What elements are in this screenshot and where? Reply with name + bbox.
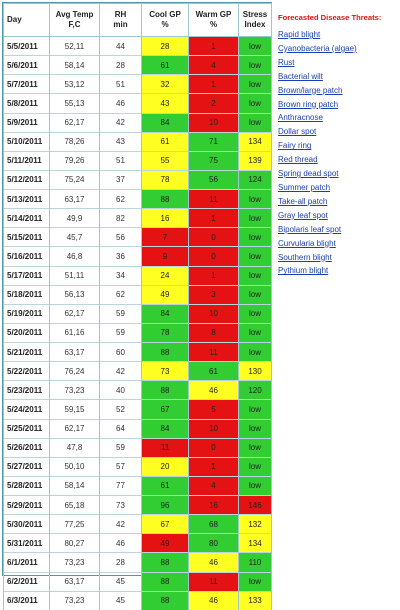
disease-threats-panel bbox=[278, 13, 398, 278]
cell-cool-gp: 67 bbox=[142, 400, 189, 419]
cell-rh-min: 43 bbox=[100, 132, 142, 151]
cell-warm-gp: 46 bbox=[189, 591, 239, 610]
cell-cool-gp: 28 bbox=[142, 37, 189, 56]
cell-warm-gp: 0 bbox=[189, 228, 239, 247]
cell-stress-index: low bbox=[239, 56, 272, 75]
cell-stress-index: low bbox=[239, 113, 272, 132]
cell-stress-index: low bbox=[239, 304, 272, 323]
cell-day: 6/3/2011 bbox=[4, 591, 50, 610]
table-row bbox=[4, 113, 272, 132]
cell-warm-gp: 11 bbox=[189, 343, 239, 362]
cell-stress-index: low bbox=[239, 438, 272, 457]
cell-rh-min: 44 bbox=[100, 37, 142, 56]
table-row bbox=[4, 170, 272, 189]
cell-warm-gp: 71 bbox=[189, 132, 239, 151]
cell-avg-temp: 80,27 bbox=[50, 534, 100, 553]
cell-rh-min: 51 bbox=[100, 75, 142, 94]
cell-stress-index: low bbox=[239, 209, 272, 228]
threat-link[interactable]: Rust bbox=[278, 57, 295, 67]
cell-stress-index: low bbox=[239, 343, 272, 362]
cell-cool-gp: 49 bbox=[142, 285, 189, 304]
cell-rh-min: 59 bbox=[100, 323, 142, 342]
cell-avg-temp: 63,17 bbox=[50, 343, 100, 362]
cell-cool-gp: 84 bbox=[142, 419, 189, 438]
table-row bbox=[4, 591, 272, 610]
cell-day: 5/31/2011 bbox=[4, 534, 50, 553]
header-cool-gp: Cool GP % bbox=[142, 4, 189, 37]
threat-link[interactable]: Gray leaf spot bbox=[278, 210, 328, 220]
cell-stress-index: low bbox=[239, 285, 272, 304]
table-row bbox=[4, 304, 272, 323]
cell-rh-min: 60 bbox=[100, 343, 142, 362]
table-row bbox=[4, 37, 272, 56]
table-row bbox=[4, 362, 272, 381]
cell-cool-gp: 32 bbox=[142, 75, 189, 94]
cell-stress-index: low bbox=[239, 266, 272, 285]
table-row bbox=[4, 94, 272, 113]
threat-link[interactable]: Spring dead spot bbox=[278, 169, 339, 179]
threat-link[interactable]: Red thread bbox=[278, 155, 318, 165]
cell-day: 6/2/2011 bbox=[4, 572, 50, 591]
cell-day: 5/28/2011 bbox=[4, 476, 50, 495]
cell-avg-temp: 50,10 bbox=[50, 457, 100, 476]
cell-rh-min: 57 bbox=[100, 457, 142, 476]
cell-rh-min: 36 bbox=[100, 247, 142, 266]
cell-avg-temp: 62,17 bbox=[50, 304, 100, 323]
threat-link[interactable]: Bipolaris leaf spot bbox=[278, 224, 342, 234]
cell-stress-index: 132 bbox=[239, 515, 272, 534]
cell-avg-temp: 78,26 bbox=[50, 132, 100, 151]
table-row bbox=[4, 228, 272, 247]
cell-warm-gp: 10 bbox=[189, 113, 239, 132]
cell-day: 5/16/2011 bbox=[4, 247, 50, 266]
cell-cool-gp: 61 bbox=[142, 56, 189, 75]
cell-avg-temp: 45,7 bbox=[50, 228, 100, 247]
cell-warm-gp: 4 bbox=[189, 476, 239, 495]
table-row bbox=[4, 534, 272, 553]
cell-avg-temp: 49,9 bbox=[50, 209, 100, 228]
cell-stress-index: 139 bbox=[239, 151, 272, 170]
cell-stress-index: 110 bbox=[239, 553, 272, 572]
cell-avg-temp: 58,14 bbox=[50, 56, 100, 75]
cell-rh-min: 62 bbox=[100, 190, 142, 209]
cell-avg-temp: 63,17 bbox=[50, 572, 100, 591]
cell-cool-gp: 7 bbox=[142, 228, 189, 247]
cell-stress-index: low bbox=[239, 228, 272, 247]
cell-avg-temp: 56,13 bbox=[50, 285, 100, 304]
table-row bbox=[4, 323, 272, 342]
cell-cool-gp: 73 bbox=[142, 362, 189, 381]
cell-cool-gp: 9 bbox=[142, 247, 189, 266]
cell-stress-index: 124 bbox=[239, 170, 272, 189]
cell-day: 6/1/2011 bbox=[4, 553, 50, 572]
threat-link[interactable]: Curvularia blight bbox=[278, 238, 336, 248]
cell-avg-temp: 59,15 bbox=[50, 400, 100, 419]
cell-rh-min: 77 bbox=[100, 476, 142, 495]
header-day: Day bbox=[4, 4, 50, 37]
cell-avg-temp: 62,17 bbox=[50, 419, 100, 438]
cell-stress-index: low bbox=[239, 323, 272, 342]
cell-cool-gp: 88 bbox=[142, 553, 189, 572]
cell-warm-gp: 80 bbox=[189, 534, 239, 553]
table-row bbox=[4, 438, 272, 457]
cell-day: 5/23/2011 bbox=[4, 381, 50, 400]
threats-list bbox=[278, 28, 398, 278]
table-row bbox=[4, 343, 272, 362]
cell-stress-index: 120 bbox=[239, 381, 272, 400]
cell-avg-temp: 52,11 bbox=[50, 37, 100, 56]
table-row bbox=[4, 56, 272, 75]
cell-avg-temp: 62,17 bbox=[50, 113, 100, 132]
cell-avg-temp: 55,13 bbox=[50, 94, 100, 113]
table-row bbox=[4, 285, 272, 304]
table-row bbox=[4, 132, 272, 151]
cell-cool-gp: 78 bbox=[142, 323, 189, 342]
cell-rh-min: 64 bbox=[100, 419, 142, 438]
cell-rh-min: 82 bbox=[100, 209, 142, 228]
cell-cool-gp: 55 bbox=[142, 151, 189, 170]
cell-warm-gp: 5 bbox=[189, 400, 239, 419]
cell-rh-min: 28 bbox=[100, 56, 142, 75]
cell-cool-gp: 88 bbox=[142, 572, 189, 591]
cell-day: 5/8/2011 bbox=[4, 94, 50, 113]
cell-stress-index: 146 bbox=[239, 496, 272, 515]
cell-rh-min: 42 bbox=[100, 362, 142, 381]
cell-day: 5/18/2011 bbox=[4, 285, 50, 304]
cell-stress-index: 134 bbox=[239, 534, 272, 553]
cell-day: 5/9/2011 bbox=[4, 113, 50, 132]
cell-stress-index: low bbox=[239, 247, 272, 266]
cell-stress-index: low bbox=[239, 190, 272, 209]
cell-warm-gp: 0 bbox=[189, 247, 239, 266]
cell-warm-gp: 8 bbox=[189, 323, 239, 342]
cell-avg-temp: 75,24 bbox=[50, 170, 100, 189]
cell-avg-temp: 61,16 bbox=[50, 323, 100, 342]
cell-cool-gp: 67 bbox=[142, 515, 189, 534]
cell-rh-min: 45 bbox=[100, 572, 142, 591]
cell-day: 5/24/2011 bbox=[4, 400, 50, 419]
table-row bbox=[4, 400, 272, 419]
cell-warm-gp: 68 bbox=[189, 515, 239, 534]
cell-stress-index: low bbox=[239, 75, 272, 94]
cell-avg-temp: 51,11 bbox=[50, 266, 100, 285]
cell-avg-temp: 73,23 bbox=[50, 591, 100, 610]
table-row bbox=[4, 247, 272, 266]
cell-rh-min: 62 bbox=[100, 285, 142, 304]
cell-day: 5/29/2011 bbox=[4, 496, 50, 515]
table-row bbox=[4, 457, 272, 476]
cell-avg-temp: 63,17 bbox=[50, 190, 100, 209]
cell-cool-gp: 88 bbox=[142, 381, 189, 400]
cell-rh-min: 37 bbox=[100, 170, 142, 189]
threat-link[interactable]: Fairy ring bbox=[278, 141, 312, 151]
cell-rh-min: 59 bbox=[100, 438, 142, 457]
cell-avg-temp: 79,26 bbox=[50, 151, 100, 170]
cell-cool-gp: 88 bbox=[142, 591, 189, 610]
cell-warm-gp: 46 bbox=[189, 553, 239, 572]
cell-warm-gp: 3 bbox=[189, 285, 239, 304]
table-row bbox=[4, 476, 272, 495]
table-header-row bbox=[4, 4, 272, 37]
cell-day: 5/14/2011 bbox=[4, 209, 50, 228]
threat-link[interactable]: Dollar spot bbox=[278, 127, 317, 137]
header-avg-temp: Avg Temp F,C bbox=[50, 4, 100, 37]
cell-stress-index: low bbox=[239, 419, 272, 438]
cell-day: 5/22/2011 bbox=[4, 362, 50, 381]
cell-avg-temp: 65,18 bbox=[50, 496, 100, 515]
cell-cool-gp: 20 bbox=[142, 457, 189, 476]
cell-cool-gp: 61 bbox=[142, 476, 189, 495]
table-row bbox=[4, 151, 272, 170]
cell-day: 5/5/2011 bbox=[4, 37, 50, 56]
cell-cool-gp: 61 bbox=[142, 132, 189, 151]
cell-day: 5/11/2011 bbox=[4, 151, 50, 170]
threat-link[interactable]: Brown ring patch bbox=[278, 99, 339, 109]
cell-cool-gp: 24 bbox=[142, 266, 189, 285]
cell-cool-gp: 43 bbox=[142, 94, 189, 113]
cell-warm-gp: 10 bbox=[189, 419, 239, 438]
table-row bbox=[4, 266, 272, 285]
threat-link[interactable]: Summer patch bbox=[278, 182, 331, 192]
cell-rh-min: 28 bbox=[100, 553, 142, 572]
cell-stress-index: low bbox=[239, 94, 272, 113]
cell-stress-index: 133 bbox=[239, 591, 272, 610]
cell-cool-gp: 88 bbox=[142, 343, 189, 362]
cell-warm-gp: 1 bbox=[189, 37, 239, 56]
threat-link[interactable]: Anthracnose bbox=[278, 113, 323, 123]
cell-cool-gp: 88 bbox=[142, 190, 189, 209]
table-row bbox=[4, 209, 272, 228]
cell-warm-gp: 61 bbox=[189, 362, 239, 381]
cell-cool-gp: 84 bbox=[142, 304, 189, 323]
cell-day: 5/13/2011 bbox=[4, 190, 50, 209]
cell-stress-index: 134 bbox=[239, 132, 272, 151]
cell-rh-min: 45 bbox=[100, 591, 142, 610]
cell-rh-min: 40 bbox=[100, 381, 142, 400]
cell-warm-gp: 4 bbox=[189, 56, 239, 75]
cell-rh-min: 59 bbox=[100, 304, 142, 323]
cell-warm-gp: 10 bbox=[189, 304, 239, 323]
cell-avg-temp: 53,12 bbox=[50, 75, 100, 94]
table-row bbox=[4, 190, 272, 209]
cell-warm-gp: 1 bbox=[189, 266, 239, 285]
cell-day: 5/19/2011 bbox=[4, 304, 50, 323]
cell-stress-index: low bbox=[239, 572, 272, 591]
cell-day: 5/21/2011 bbox=[4, 343, 50, 362]
cell-stress-index: low bbox=[239, 476, 272, 495]
cell-avg-temp: 76,24 bbox=[50, 362, 100, 381]
cell-cool-gp: 16 bbox=[142, 209, 189, 228]
cell-rh-min: 46 bbox=[100, 94, 142, 113]
cell-day: 5/10/2011 bbox=[4, 132, 50, 151]
cell-avg-temp: 77,25 bbox=[50, 515, 100, 534]
cell-warm-gp: 75 bbox=[189, 151, 239, 170]
threat-link[interactable]: Bacterial wilt bbox=[278, 71, 323, 81]
cell-day: 5/25/2011 bbox=[4, 419, 50, 438]
cell-avg-temp: 46,8 bbox=[50, 247, 100, 266]
table-row bbox=[4, 572, 272, 591]
threat-link[interactable]: Rapid blight bbox=[278, 30, 321, 39]
cell-avg-temp: 73,23 bbox=[50, 381, 100, 400]
cell-rh-min: 56 bbox=[100, 228, 142, 247]
cell-rh-min: 42 bbox=[100, 515, 142, 534]
cell-rh-min: 52 bbox=[100, 400, 142, 419]
cell-day: 5/7/2011 bbox=[4, 75, 50, 94]
cell-day: 5/26/2011 bbox=[4, 438, 50, 457]
header-stress-index: Stress Index bbox=[239, 4, 272, 37]
header-warm-gp: Warm GP % bbox=[189, 4, 239, 37]
cell-day: 5/12/2011 bbox=[4, 170, 50, 189]
cell-warm-gp: 11 bbox=[189, 572, 239, 591]
cell-warm-gp: 2 bbox=[189, 94, 239, 113]
cell-warm-gp: 16 bbox=[189, 496, 239, 515]
table-row bbox=[4, 381, 272, 400]
cell-cool-gp: 49 bbox=[142, 534, 189, 553]
cell-day: 5/15/2011 bbox=[4, 228, 50, 247]
table-row bbox=[4, 515, 272, 534]
cell-rh-min: 46 bbox=[100, 534, 142, 553]
cell-rh-min: 34 bbox=[100, 266, 142, 285]
cell-day: 5/30/2011 bbox=[4, 515, 50, 534]
cell-warm-gp: 0 bbox=[189, 438, 239, 457]
header-rh: RH min bbox=[100, 4, 142, 37]
cell-avg-temp: 47,8 bbox=[50, 438, 100, 457]
table-row bbox=[4, 496, 272, 515]
cell-rh-min: 51 bbox=[100, 151, 142, 170]
threats-title: Forecasted Disease Threats: bbox=[278, 13, 382, 22]
threat-link[interactable]: Brown/large patch bbox=[278, 85, 343, 95]
cell-stress-index: low bbox=[239, 457, 272, 476]
cell-stress-index: low bbox=[239, 37, 272, 56]
cell-day: 5/27/2011 bbox=[4, 457, 50, 476]
cell-warm-gp: 1 bbox=[189, 457, 239, 476]
cell-warm-gp: 56 bbox=[189, 170, 239, 189]
cell-rh-min: 42 bbox=[100, 113, 142, 132]
forecast-table-container bbox=[2, 2, 272, 606]
cell-avg-temp: 73,23 bbox=[50, 553, 100, 572]
threat-link[interactable]: Southern blight bbox=[278, 252, 332, 262]
cell-day: 5/17/2011 bbox=[4, 266, 50, 285]
cell-cool-gp: 78 bbox=[142, 170, 189, 189]
cell-cool-gp: 96 bbox=[142, 496, 189, 515]
table-row bbox=[4, 553, 272, 572]
cell-day: 5/6/2011 bbox=[4, 56, 50, 75]
cell-stress-index: low bbox=[239, 400, 272, 419]
cell-warm-gp: 1 bbox=[189, 209, 239, 228]
cell-cool-gp: 11 bbox=[142, 438, 189, 457]
threat-link[interactable]: Pythium blight bbox=[278, 266, 329, 276]
cell-warm-gp: 11 bbox=[189, 190, 239, 209]
threat-link[interactable]: Cyanobacteria (algae) bbox=[278, 43, 357, 53]
cell-avg-temp: 58,14 bbox=[50, 476, 100, 495]
disease-forecast-table bbox=[3, 3, 272, 610]
cell-warm-gp: 46 bbox=[189, 381, 239, 400]
cell-cool-gp: 84 bbox=[142, 113, 189, 132]
table-row bbox=[4, 419, 272, 438]
table-row bbox=[4, 75, 272, 94]
cell-warm-gp: 1 bbox=[189, 75, 239, 94]
cell-stress-index: 130 bbox=[239, 362, 272, 381]
cell-rh-min: 73 bbox=[100, 496, 142, 515]
cell-day: 5/20/2011 bbox=[4, 323, 50, 342]
threat-link[interactable]: Take-all patch bbox=[278, 196, 328, 206]
